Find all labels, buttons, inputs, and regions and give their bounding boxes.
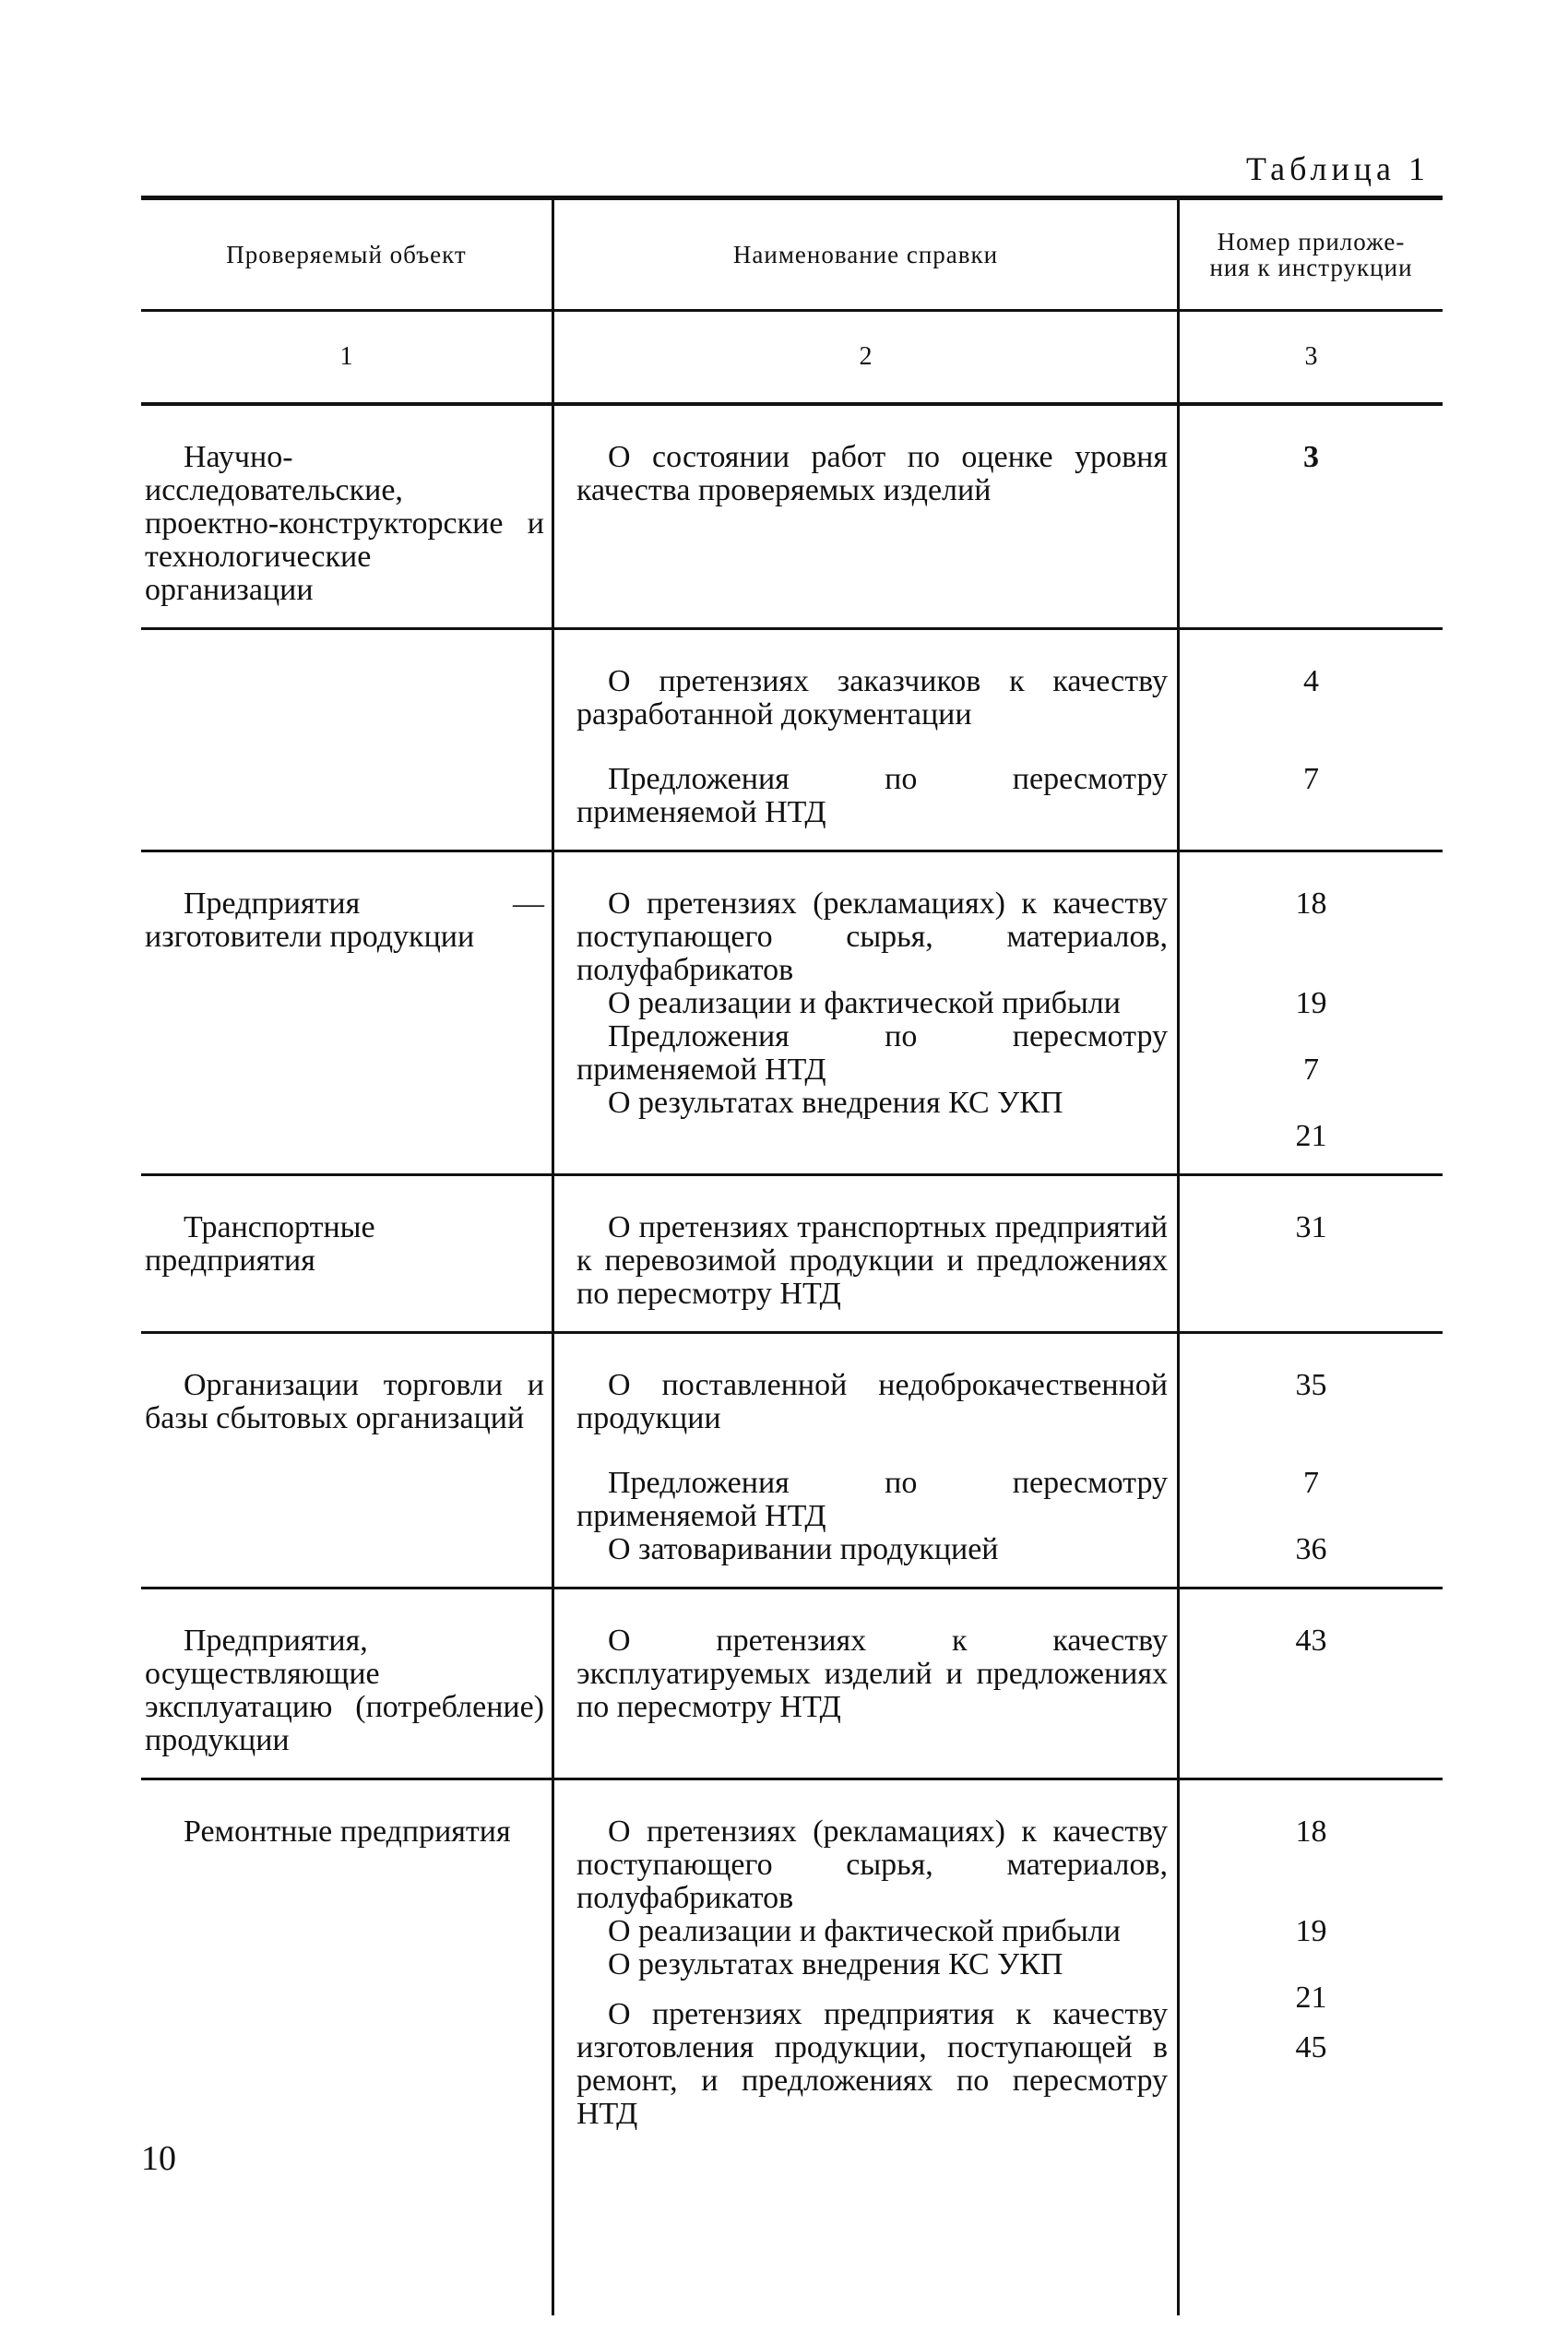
page-number: 10	[141, 2139, 176, 2178]
appendix-number: 19	[1295, 986, 1327, 1020]
column-number-row	[141, 311, 1443, 405]
column-number-2: 2	[553, 311, 1179, 405]
appendix-number: 35	[1295, 1368, 1327, 1402]
object-text: Транспортные предприятия	[145, 1210, 375, 1278]
object-text: Ремонтные предприятия	[184, 1814, 511, 1849]
reference-cell	[553, 629, 1179, 851]
appendix-number: 19	[1295, 1914, 1327, 1948]
reference-cell	[553, 1175, 1179, 1333]
appendix-number: 36	[1295, 1532, 1327, 1566]
appendix-number: 4	[1303, 664, 1319, 698]
reference-cell	[553, 1779, 1179, 2316]
table-row	[141, 1588, 1443, 1779]
reference-name: О претензиях предприятия к качеству изготовления продукции, поступающей в ремонт, и предложениях по пересмотру НТД	[576, 1997, 1168, 2131]
reference-name: О реализации и фактической прибыли	[608, 1914, 1121, 1948]
table-row	[141, 1779, 1443, 2316]
appendix-number: 21	[1295, 1981, 1327, 2015]
header-appendix-line1: Номер приложе-	[1217, 227, 1406, 256]
table-header-row	[141, 198, 1443, 311]
table-row	[141, 1333, 1443, 1588]
reference-name: О поставленной недоброкачественной продукции	[576, 1368, 1168, 1435]
reference-name: Предложения по пересмотру применяемой НТД	[576, 762, 1168, 829]
appendix-number: 31	[1295, 1210, 1327, 1244]
object-text: Предприятия, осуществляющие эксплуатацию (потребление) продукции	[145, 1624, 544, 1757]
appendix-cell	[1179, 1333, 1443, 1588]
reference-name: О состоянии работ по оценке уровня качества проверяемых изделий	[576, 440, 1168, 507]
table-row	[141, 1175, 1443, 1333]
reference-name: О реализации и фактической прибыли	[608, 986, 1121, 1020]
reference-name: О результатах внедрения КС УКП	[608, 1947, 1063, 1981]
reference-name: О результатах внедрения КС УКП	[608, 1086, 1063, 1120]
appendix-number: 45	[1295, 2030, 1327, 2064]
appendix-cell	[1179, 1175, 1443, 1333]
appendix-number: 3	[1303, 440, 1319, 474]
reference-cell	[553, 1333, 1179, 1588]
header-appendix-number	[1179, 198, 1443, 311]
appendix-cell	[1179, 404, 1443, 629]
appendix-number: 43	[1295, 1624, 1327, 1658]
reference-cell	[553, 404, 1179, 629]
references-table	[141, 196, 1443, 2315]
object-cell	[141, 851, 553, 1175]
reference-name: О претензиях к качеству эксплуатируемых изделий и предложениях по пересмотру НТД	[576, 1624, 1168, 1724]
object-cell	[141, 404, 553, 629]
table-row	[141, 851, 1443, 1175]
appendix-cell	[1179, 1779, 1443, 2316]
appendix-number: 7	[1303, 762, 1319, 796]
header-appendix-line2: ния к инструкции	[1209, 254, 1413, 281]
reference-name: О претензиях (рекламациях) к качеству поступающего сырья, материалов, полуфабрикатов	[576, 1814, 1168, 1915]
object-text: Организации торговли и базы сбытовых организаций	[145, 1368, 544, 1435]
object-cell	[141, 1333, 553, 1588]
appendix-cell	[1179, 851, 1443, 1175]
reference-name: О претензиях заказчиков к качеству разработанной документации	[576, 664, 1168, 732]
table-row	[141, 404, 1443, 629]
appendix-number: 18	[1295, 886, 1327, 921]
object-cell	[141, 629, 553, 851]
appendix-number: 7	[1303, 1466, 1319, 1500]
object-cell	[141, 1588, 553, 1779]
object-text: Предприятия — изготовители продукции	[145, 886, 544, 954]
appendix-number: 21	[1295, 1119, 1327, 1153]
column-number-1: 1	[141, 311, 553, 405]
table-caption: Таблица 1	[1246, 150, 1430, 187]
appendix-cell	[1179, 1588, 1443, 1779]
column-number-3: 3	[1179, 311, 1443, 405]
reference-name: О претензиях транспортных предприятий к перевозимой продукции и предложениях по пересмотру НТД	[576, 1210, 1168, 1311]
header-object: Проверяемый объект	[141, 198, 553, 311]
appendix-number: 7	[1303, 1053, 1319, 1087]
table-row	[141, 629, 1443, 851]
appendix-cell	[1179, 629, 1443, 851]
object-cell	[141, 1175, 553, 1333]
object-cell	[141, 1779, 553, 2316]
object-text: Научно-исследовательские, проектно-конструкторские и технологические организации	[145, 440, 544, 607]
reference-name: О затоваривании продукцией	[608, 1532, 999, 1566]
header-reference-name: Наименование справки	[553, 198, 1179, 311]
reference-name: О претензиях (рекламациях) к качеству поступающего сырья, материалов, полуфабрикатов	[576, 886, 1168, 987]
appendix-number: 18	[1295, 1814, 1327, 1849]
reference-name: Предложения по пересмотру применяемой НТД	[576, 1019, 1168, 1087]
reference-cell	[553, 851, 1179, 1175]
reference-name: Предложения по пересмотру применяемой НТД	[576, 1466, 1168, 1533]
reference-cell	[553, 1588, 1179, 1779]
